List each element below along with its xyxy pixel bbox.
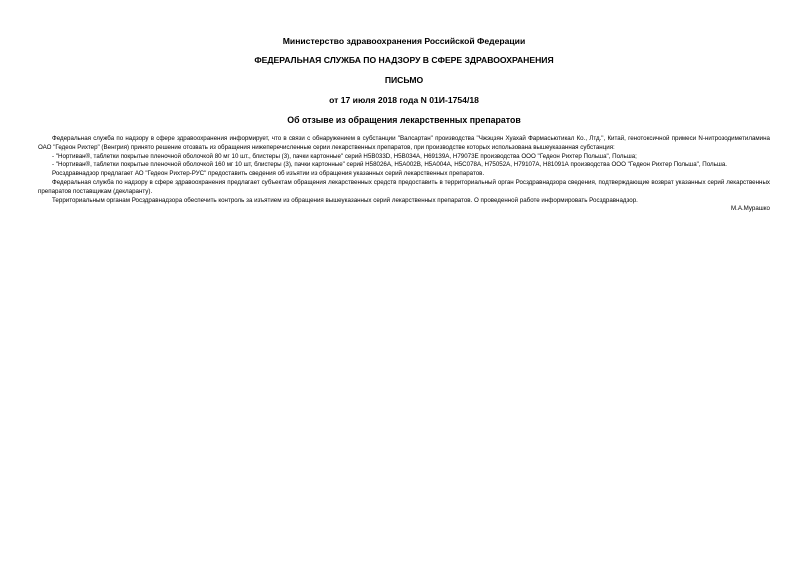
- paragraph-territorial: Территориальным органам Росздравнадзора обеспечить контроль за изъятием из обращения вышеуказанных серий лекарственных препаратов. О проведенной работе информировать Росздравнадзор.: [52, 196, 638, 204]
- signature: М.А.Мурашко: [730, 205, 770, 213]
- document-number-date: от 17 июля 2018 года N 01И-1754/18: [329, 95, 479, 105]
- paragraph-subjects: Федеральная служба по надзору в сфере здравоохранения предлагает субъектам обращения лекарственных средств предоставить в территориальный орган Росздравнадзора сведения, подтверждающие возврат указанных серий лекарственных препаратов поставщикам (декларанту).: [38, 178, 770, 195]
- document-type: ПИСЬМО: [384, 75, 424, 85]
- paragraph-intro: Федеральная служба по надзору в сфере здравоохранения информирует, что в связи с обнаружением в субстанции "Валсартан" производства "Чжэцзян Хуахай Фармасьютикал Ко., Лтд.", Китай, генотоксичной примеси N-нитрозодиметиламина ОАО "Гедеон Рихтер" (Венгрия) принято решение отозвать из обращения нижеперечисленные серии лекарственных препаратов, при производстве которых использована вышеуказанная субстанция:: [38, 135, 770, 151]
- document-body: [38, 135, 770, 214]
- document-subject: Об отзыве из обращения лекарственных препаратов: [287, 115, 521, 125]
- document-page: [38, 32, 770, 214]
- service-name: ФЕДЕРАЛЬНАЯ СЛУЖБА ПО НАДЗОРУ В СФЕРЕ ЗДРАВООХРАНЕНИЯ: [254, 55, 554, 65]
- paragraph-richter-rus: Росздравнадзор предлагает АО "Гедеон Рихтер-РУС" предоставить сведения об изъятии из обращения указанных серий лекарственных препаратов.: [52, 170, 485, 178]
- ministry-name: Министерство здравоохранения Российской Федерации: [282, 36, 526, 46]
- paragraph-item-80mg: - "Нортиван®, таблетки покрытые пленочной оболочкой 80 мг 10 шт., блистеры (3), пачки картонные" серий Н5В033D, Н5В034А, Н69139А, Н79073Е производства ООО "Гедеон Рихтер Польша", Польша;: [52, 152, 637, 160]
- paragraph-item-160mg: - "Нортиван®, таблетки покрытые пленочной оболочкой 160 мг 10 шт, блистеры (3), пачки картонные" серий Н58026А, Н5А002В, Н5А004А, Н5С078А, Н75052А, Н79107А, Н81091А производства ООО "Гедеон Рихтер Польша", Польша.: [52, 161, 728, 169]
